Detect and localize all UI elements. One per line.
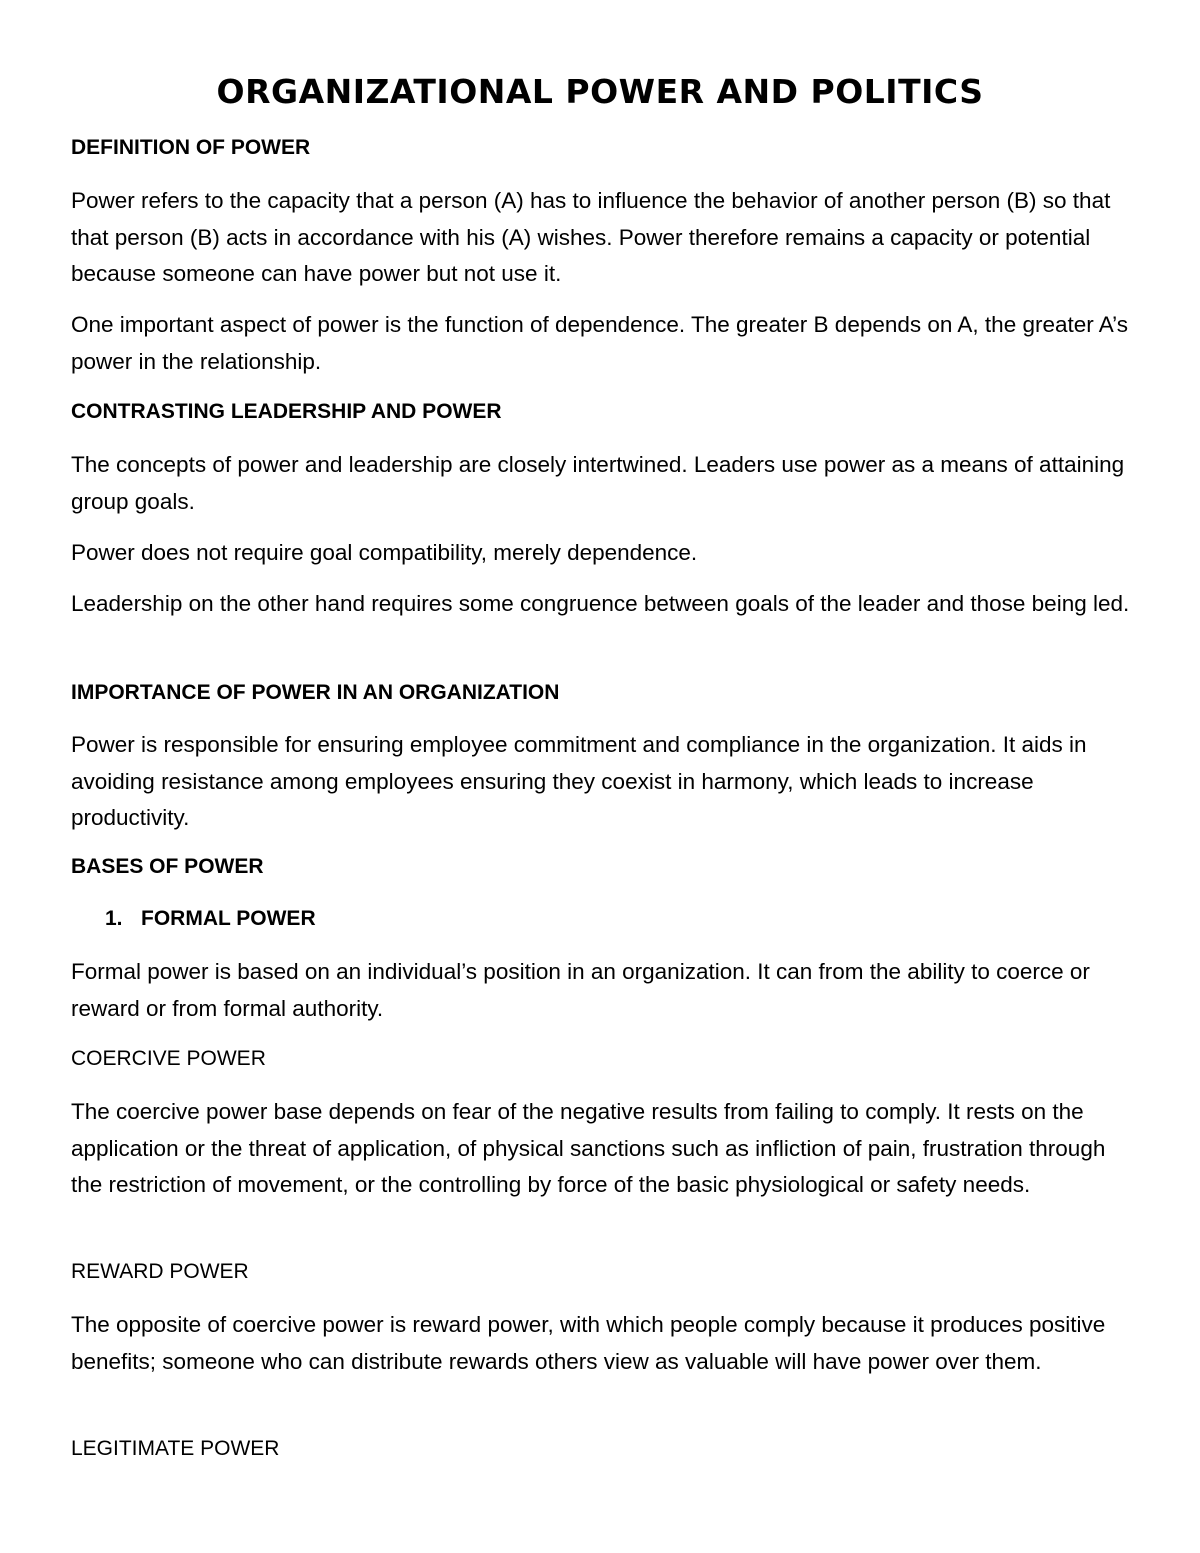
heading-definition-of-power: DEFINITION OF POWER [71, 136, 311, 159]
paragraph-definition: Power refers to the capacity that a person (A) has to influence the behavior of another person (B) so that that person (B) acts in accordance with his (A) wishes. Power therefore remains a capacity or potential because someone can have power but not use it. [71, 188, 1111, 286]
heading-bases-of-power: BASES OF POWER [71, 855, 264, 878]
paragraph-dependence: One important aspect of power is the function of dependence. The greater B depends on A, the greater A’s power in the relationship. [71, 312, 1128, 374]
heading-reward-power: REWARD POWER [71, 1260, 249, 1283]
paragraph-coercive-power: The coercive power base depends on fear of the negative results from failing to comply. It rests on the application or the threat of application, of physical sanctions such as infliction of pain, frustration through the restriction of movement, or the controlling by force of the basic physiological or safety needs. [71, 1099, 1106, 1197]
paragraph-leadership-congruence: Leadership on the other hand requires some congruence between goals of the leader and those being led. [71, 591, 1130, 616]
heading-contrasting-leadership: CONTRASTING LEADERSHIP AND POWER [71, 400, 502, 423]
list-number: 1. [105, 907, 123, 930]
heading-legitimate-power: LEGITIMATE POWER [71, 1437, 280, 1460]
heading-importance-of-power: IMPORTANCE OF POWER IN AN ORGANIZATION [71, 681, 560, 704]
list-item-formal-power [105, 901, 316, 938]
list-label: FORMAL POWER [141, 907, 316, 930]
paragraph-formal-power: Formal power is based on an individual’s position in an organization. It can from the ability to coerce or reward or from formal authority. [71, 959, 1090, 1021]
paragraph-goal-compatibility: Power does not require goal compatibility, merely dependence. [71, 540, 698, 565]
paragraph-reward-power: The opposite of coercive power is reward power, with which people comply because it produces positive benefits; someone who can distribute rewards others view as valuable will have power over them. [71, 1312, 1106, 1374]
paragraph-intertwined: The concepts of power and leadership are closely intertwined. Leaders use power as a means of attaining group goals. [71, 452, 1125, 514]
paragraph-importance: Power is responsible for ensuring employee commitment and compliance in the organization. It aids in avoiding resistance among employees ensuring they coexist in harmony, which leads to increase productivity. [71, 732, 1087, 830]
heading-coercive-power: COERCIVE POWER [71, 1047, 266, 1070]
document-title: ORGANIZATIONAL POWER AND POLITICS [216, 72, 984, 111]
